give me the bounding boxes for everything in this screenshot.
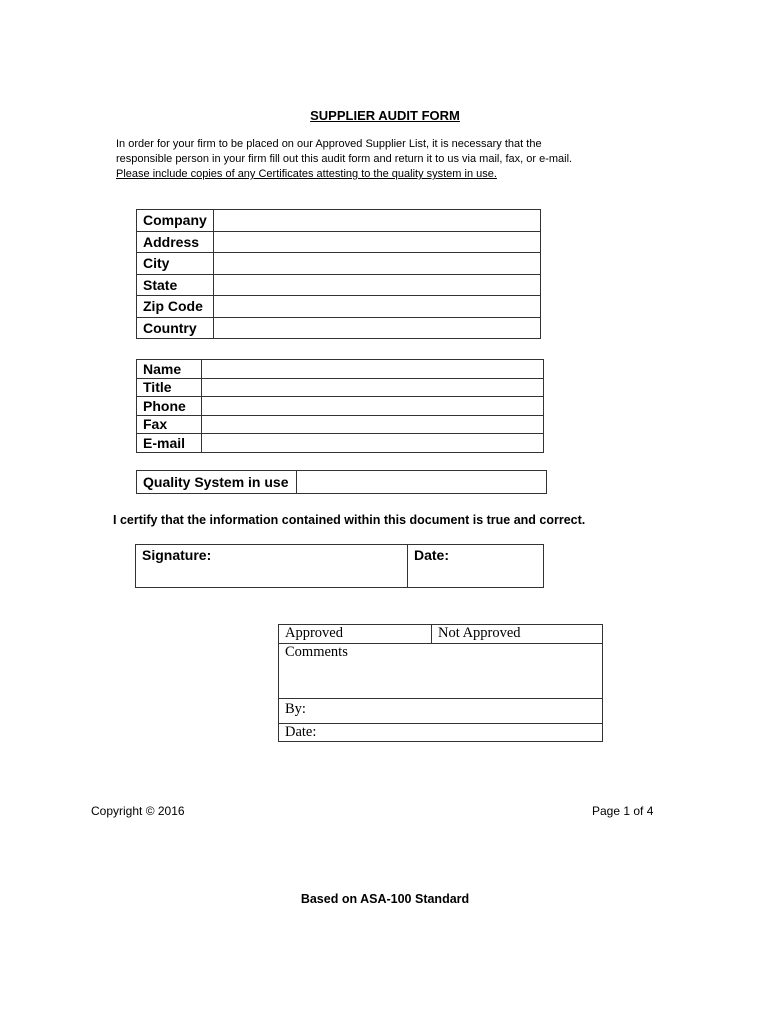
signature-field[interactable] bbox=[136, 545, 408, 588]
standard-reference: Based on ASA-100 Standard bbox=[300, 892, 470, 906]
name-label: Name bbox=[137, 360, 202, 379]
email-field[interactable] bbox=[202, 434, 544, 453]
fax-field[interactable] bbox=[202, 415, 544, 434]
phone-field[interactable] bbox=[202, 397, 544, 416]
city-field[interactable] bbox=[214, 253, 541, 275]
intro-line-1: In order for your firm to be placed on our Approved Supplier List, it is necessary that the bbox=[116, 138, 542, 150]
intro-paragraph bbox=[116, 137, 656, 182]
title-label: Title bbox=[137, 378, 202, 397]
fax-label: Fax bbox=[137, 415, 202, 434]
approval-table bbox=[278, 624, 603, 742]
country-field[interactable] bbox=[214, 317, 541, 339]
title-field[interactable] bbox=[202, 378, 544, 397]
signature-date-label: Date: bbox=[414, 547, 450, 563]
intro-line-3: Please include copies of any Certificates attesting to the quality system in use. bbox=[116, 168, 497, 180]
contact-info-table bbox=[136, 359, 544, 453]
city-label: City bbox=[137, 253, 214, 275]
form-title: SUPPLIER AUDIT FORM bbox=[310, 108, 460, 123]
phone-label: Phone bbox=[137, 397, 202, 416]
address-field[interactable] bbox=[214, 231, 541, 253]
approval-date-label: Date: bbox=[285, 724, 317, 740]
quality-system-field[interactable] bbox=[297, 471, 547, 494]
country-label: Country bbox=[137, 317, 214, 339]
copyright-notice: Copyright © 2016 bbox=[91, 804, 185, 818]
comments-label: Comments bbox=[285, 644, 348, 660]
name-field[interactable] bbox=[202, 360, 544, 379]
quality-system-table bbox=[136, 470, 547, 494]
certification-statement: I certify that the information contained within this document is true and correct. bbox=[113, 513, 586, 527]
approval-date-field[interactable] bbox=[279, 724, 603, 742]
intro-line-2: responsible person in your firm fill out this audit form and return it to us via mail, fax, or e-mail. bbox=[116, 153, 573, 165]
zip-code-field[interactable] bbox=[214, 296, 541, 318]
quality-system-label: Quality System in use bbox=[137, 471, 297, 494]
approved-option[interactable]: Approved bbox=[279, 625, 432, 644]
state-field[interactable] bbox=[214, 274, 541, 296]
approved-by-label: By: bbox=[285, 701, 306, 717]
company-field[interactable] bbox=[214, 210, 541, 232]
email-label: E-mail bbox=[137, 434, 202, 453]
comments-field[interactable] bbox=[279, 644, 603, 699]
not-approved-option[interactable]: Not Approved bbox=[432, 625, 603, 644]
state-label: State bbox=[137, 274, 214, 296]
approved-by-field[interactable] bbox=[279, 699, 603, 724]
company-info-table bbox=[136, 209, 541, 339]
signature-table bbox=[135, 544, 544, 588]
zip-code-label: Zip Code bbox=[137, 296, 214, 318]
signature-date-field[interactable] bbox=[408, 545, 544, 588]
page-number: Page 1 of 4 bbox=[592, 804, 654, 818]
signature-label: Signature: bbox=[142, 547, 212, 563]
address-label: Address bbox=[137, 231, 214, 253]
company-label: Company bbox=[137, 210, 214, 232]
